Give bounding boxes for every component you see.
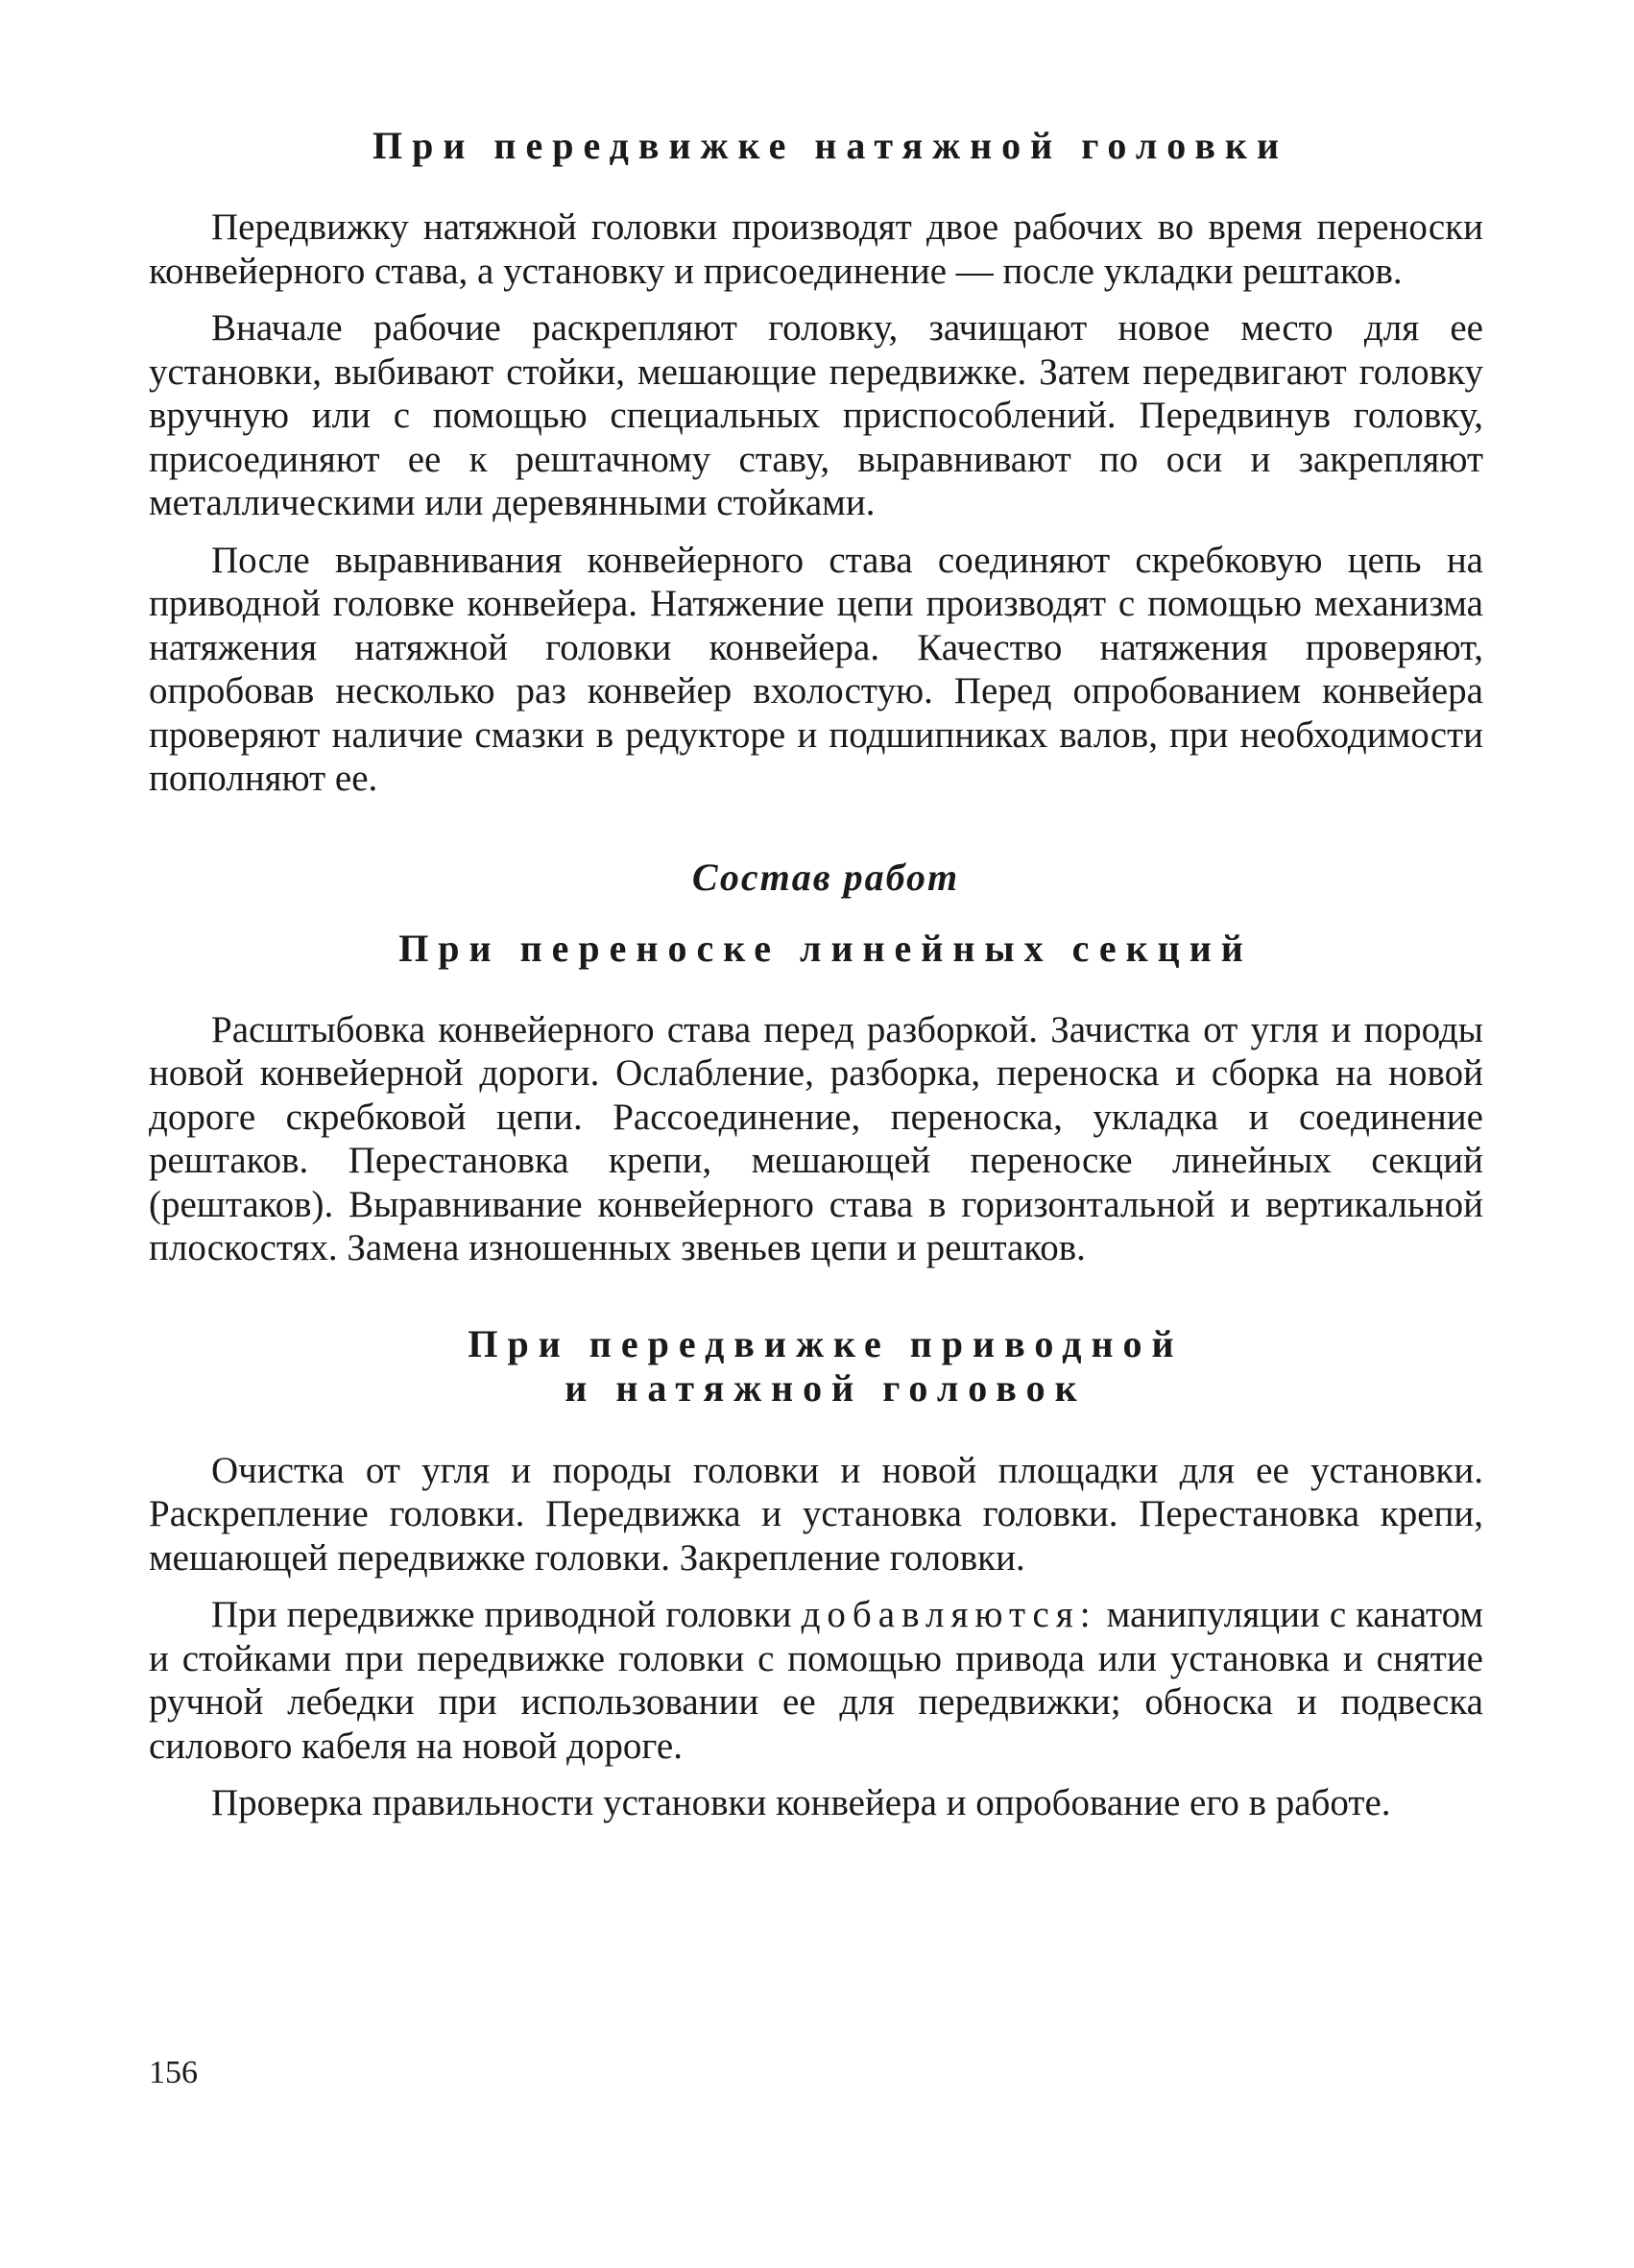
paragraph: После выравнивания конвейерного става соединяют скребковую цепь на приводной головке конвейера. Натяжение цепи производят с помощью механизма натяжения натяжной головки конвейера. Качество натяжения проверяют, опробовав несколько раз конвейер вхолостую. Перед опробованием конвейера проверяют наличие смазки в редукторе и подшипниках валов, при необходимости пополняют ее.: [149, 539, 1483, 799]
paragraph: Очистка от угля и породы головки и новой площадки для ее установки. Раскрепление головки. Передвижка и установка головки. Перестановка крепи, мешающей передвижке головки. Закрепление головки.: [149, 1449, 1483, 1579]
section-title-work-composition: Состав работ: [691, 855, 960, 899]
section-heading-tensioning-head: При передвижке натяжной головки: [372, 124, 1289, 167]
paragraph: [149, 1593, 1483, 1768]
paragraph-lead: При передвижке приводной головки: [211, 1594, 792, 1635]
paragraph-rest: манипуляции с канатом и стойками при передвижке головки с помощью привода или установка и снятие ручной лебедки при использовании ее для передвижки; обноска и подвеска силового кабеля на новой дороге.: [149, 1594, 1483, 1767]
paragraph: Вначале рабочие раскрепляют головку, зачищают новое место для ее установки, выбивают стойки, мешающие передвижке. Затем передвигают головку вручную или с помощью специальных приспособлений. Передвинув головку, присоединяют ее к рештачному ставу, выравнивают по оси и закрепляют металлическими или деревянными стойками.: [149, 307, 1483, 523]
section-heading-linear-sections: При переноске линейных секций: [398, 926, 1253, 970]
paragraph: Проверка правильности установки конвейера и опробование его в работе.: [211, 1782, 1391, 1823]
paragraph: Передвижку натяжной головки производят двое рабочих во время переноски конвейерного става, а установку и присоединение — после укладки рештаков.: [149, 206, 1483, 292]
section-heading-drive-and-tension-heads: [149, 1322, 1483, 1411]
heading-line: и натяжной головок: [565, 1365, 1087, 1410]
page-body: [149, 125, 1483, 1839]
heading-line: При передвижке приводной: [468, 1321, 1184, 1365]
page-number: 156: [149, 2055, 198, 2090]
paragraph: Расштыбовка конвейерного става перед разборкой. Зачистка от угля и породы новой конвейерной дороги. Ослабление, разборка, переноска и сборка на новой дороге скребковой цепи. Рассоединение, переноска, укладка и соединение рештаков. Перестановка крепи, мешающей переноске линейных секций (рештаков). Выравнивание конвейерного става в горизонтальной и вертикальной плоскостях. Замена изношенных звеньев цепи и рештаков.: [149, 1008, 1483, 1268]
emphasized-word: добавляются:: [801, 1594, 1097, 1635]
